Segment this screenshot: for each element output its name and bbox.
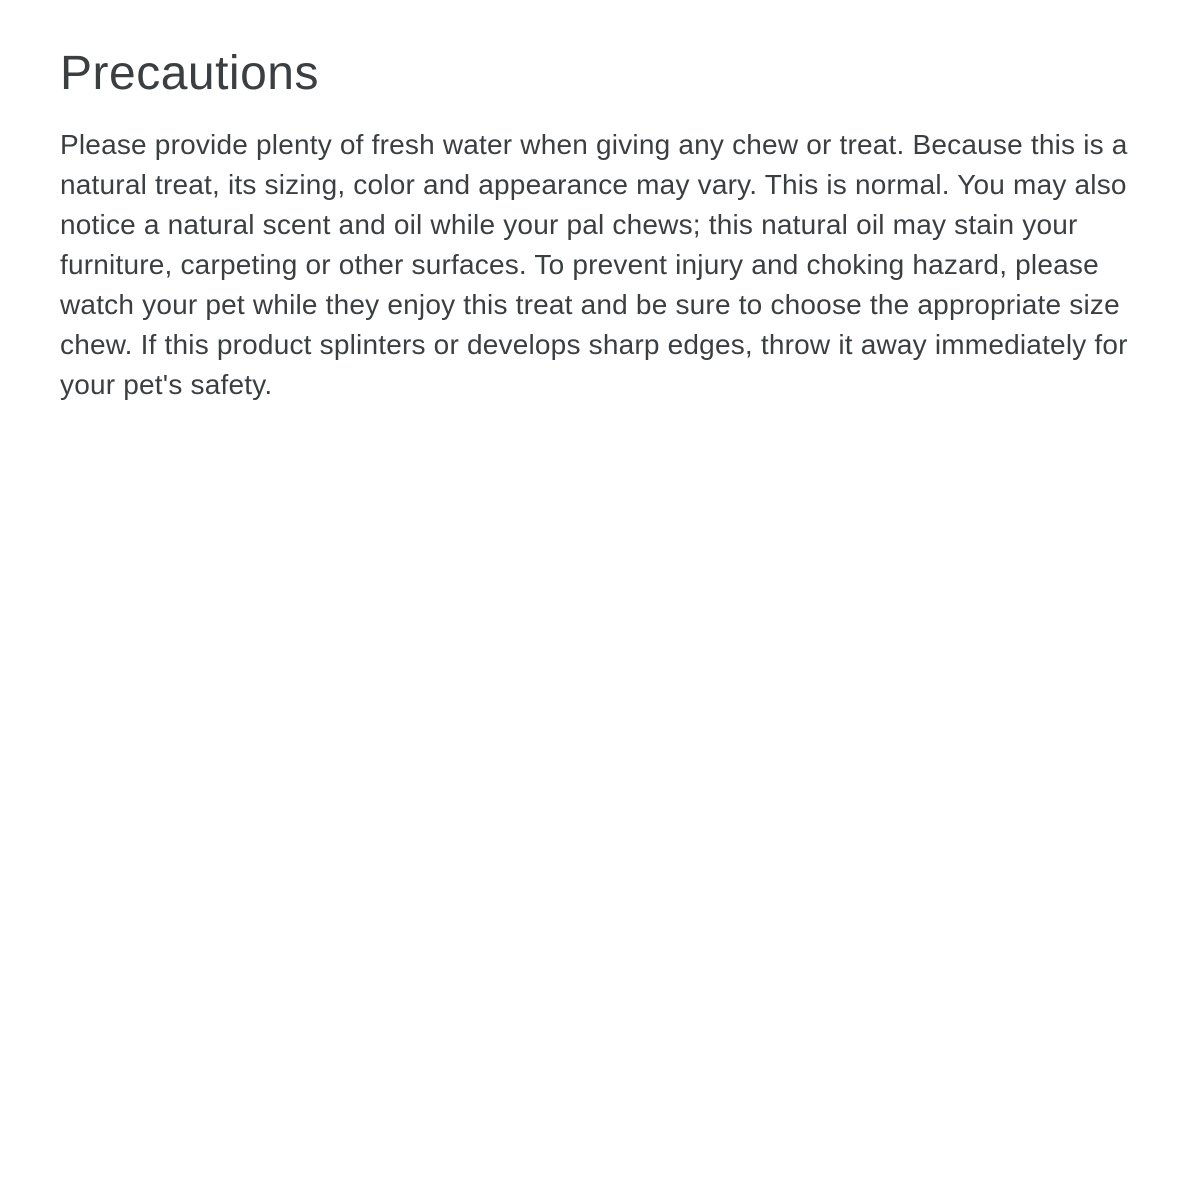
- section-body-text: Please provide plenty of fresh water when giving any chew or treat. Because this is a natural treat, its sizing, color and appearance may vary. This is normal. You may also notice a natural scent and oil while your pal chews; this natural oil may stain your furniture, carpeting or other surfaces. To prevent injury and choking hazard, please watch your pet while they enjoy this treat and be sure to choose the appropriate size chew. If this product splinters or develops sharp edges, throw it away immediately for your pet's safety.: [60, 129, 1128, 401]
- section-title: Precautions: [60, 47, 319, 100]
